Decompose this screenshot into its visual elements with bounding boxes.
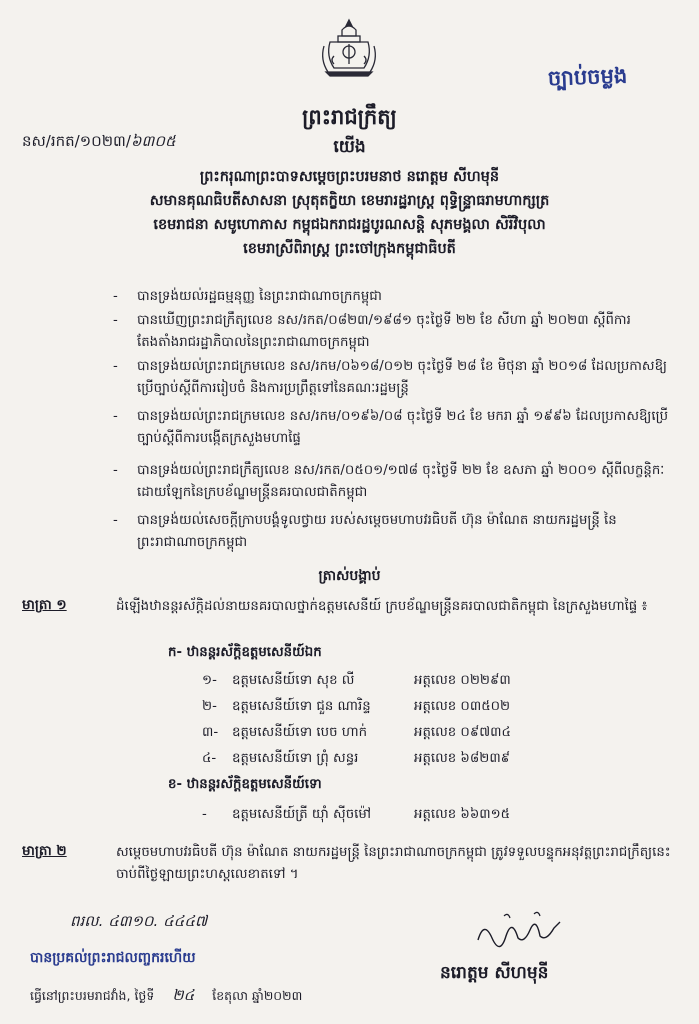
article-1-label: មាត្រា ១ (22, 597, 67, 613)
article-2-label: មាត្រា ២ (22, 843, 67, 859)
consideration-item: - បានទ្រង់យល់រដ្ឋធម្មនុញ្ញ នៃព្រះរាជាណាចក្រកម្ពុជា (113, 289, 382, 304)
consideration-item: - បានទ្រង់យល់ព្រះរាជក្រឹត្យលេខ នស/រកត/០៥០១/១៧៨ ចុះថ្ងៃទី ២២ ខែ ឧសភា ឆ្នាំ ២០០១ ស្តីពីលក្ខន្តិកៈដោយឡែកនៃក្របខ័ណ្ឌមន្ត្រីនគរបាលជាតិកម្ពុជា (113, 463, 665, 500)
section-ka-heading: ក- ឋានន្តរស័ក្តិឧត្តមសេនីយ៍ឯក (168, 645, 322, 660)
reference-number: នស/រកត/១០២៣/៦៣០៥ (22, 132, 176, 150)
royal-signature (474, 910, 564, 950)
signature-name: នរោត្តម សីហមុនី (440, 963, 549, 983)
king-title-line-1: ព្រះករុណាព្រះបាទសម្តេចព្រះបរមនាថ នរោត្តម សីហមុនី (199, 169, 500, 185)
copy-stamp: ច្បាប់ចម្លង (547, 63, 628, 91)
consideration-item: - បានទ្រង់យល់ព្រះរាជក្រមលេខ នស/រកម/០៦១៨/០១២ ចុះថ្ងៃទី ២៨ ខែ មិថុនា ឆ្នាំ ២០១៨ ដែលប្រកាសឱ្យប្រើច្បាប់ស្តីពីការរៀបចំ និងការប្រព្រឹត្តទៅនៃគណៈរដ្ឋមន្ត្រី (113, 359, 667, 396)
king-title-line-3: ខេមរាជនា សមូហោភាស កម្ពុជឯករាជរដ្ឋបូរណសន្តិ សុភមង្គលា សិរីវិបុលា (153, 217, 546, 233)
king-title-line-2: សមានគុណធិបតីសាសនា ស្រុតុតក្ខិយា ខេមរារដ្ឋរាស្ត្រ ពុទ្ធិន្ទ្រាធរាមហាក្សត្រ (149, 193, 550, 209)
date-line: ធ្វើនៅព្រះបរមរាជវាំង, ថ្ងៃទី ២៤ ខែតុលា ឆ្នាំ២០២៣ (30, 986, 303, 1004)
we-heading: យើង (333, 137, 366, 157)
officer-row: ១- ឧត្តមសេនីយ៍ទោ សុខ លី អត្តលេខ ០២២៩៣ (202, 673, 511, 688)
decree-title: ព្រះរាជក្រឹត្យ (302, 105, 397, 129)
consideration-item: - បានទ្រង់យល់ព្រះរាជក្រមលេខ នស/រកម/០១៩៦/០៨ ចុះថ្ងៃទី ២៤ ខែ មករា ឆ្នាំ ១៩៩៦ ដែលប្រកាសឱ្យប្រើច្បាប់ស្តីពីការបង្កើតក្រសួងមហាផ្ទៃ (113, 409, 669, 446)
consideration-item: - បានទ្រង់យល់សេចក្តីក្រាបបង្គំទូលថ្វាយ របស់សម្តេចមហាបវរធិបតី ហ៊ុន ម៉ាណែត នាយករដ្ឋមន្ត្រី នៃព្រះរាជាណាចក្រកម្ពុជា (113, 513, 617, 550)
officer-row: - ឧត្តមសេនីយ៍ត្រី យ៉ាំ ស៊ីចម៉ៅ អត្តលេខ ៦៦៣១៥ (202, 807, 511, 822)
handwritten-reference: ពរល. ៤៣១០. ៤៤៤៧ (70, 912, 208, 930)
officer-row: ៤- ឧត្តមសេនីយ៍ទោ ព្រុំ សន្ធរ អត្តលេខ ៦៨២៣៩ (202, 751, 511, 766)
article-1-text: ដំឡើងឋានន្តរស័ក្តិដល់នាយនគរបាលថ្នាក់ឧត្តមសេនីយ៍ ក្របខ័ណ្ឌមន្ត្រីនគរបាលជាតិកម្ពុជា នៃក្រសួងមហាផ្ទៃ ៖ (116, 599, 648, 614)
royal-emblem-icon (316, 16, 382, 78)
section-kha-heading: ខ- ឋានន្តរស័ក្តិឧត្តមសេនីយ៍ទោ (168, 777, 322, 792)
officer-row: ៣- ឧត្តមសេនីយ៍ទោ បេច ហាក់ អត្តលេខ ០៩៧៣៤ (202, 725, 511, 740)
article-2-text: សម្តេចមហាបវរធិបតី ហ៊ុន ម៉ាណែត នាយករដ្ឋមន្ត្រី នៃព្រះរាជាណាចក្រកម្ពុជា ត្រូវទទួលបន្ទុកអនុវត្តព្រះរាជក្រឹត្យនេះ ចាប់ពីថ្ងៃឡាយព្រះហស្តលេខាតទៅ ។ (116, 845, 671, 882)
certified-stamp: បានប្រគល់ព្រះរាជលញ្ចករហើយ (30, 950, 196, 966)
officer-row: ២- ឧត្តមសេនីយ៍ទោ ជួន ណារិន្ទ អត្តលេខ ០៣៥០២ (202, 699, 511, 714)
consideration-item: - បានឃើញព្រះរាជក្រឹត្យលេខ នស/រកត/០៨២៣/១៩៨១ ចុះថ្ងៃទី ២២ ខែ សីហា ឆ្នាំ ២០២៣ ស្តីពីការតែងតាំងរាជរដ្ឋាភិបាលនៃព្រះរាជាណាចក្រកម្ពុជា (113, 313, 631, 350)
king-title-line-4: ខេមរាស្រីពិរាស្ត្រ ព្រះចៅក្រុងកម្ពុជាធិបតី (243, 241, 456, 257)
decision-heading: ត្រាស់បង្គាប់ (318, 568, 381, 584)
